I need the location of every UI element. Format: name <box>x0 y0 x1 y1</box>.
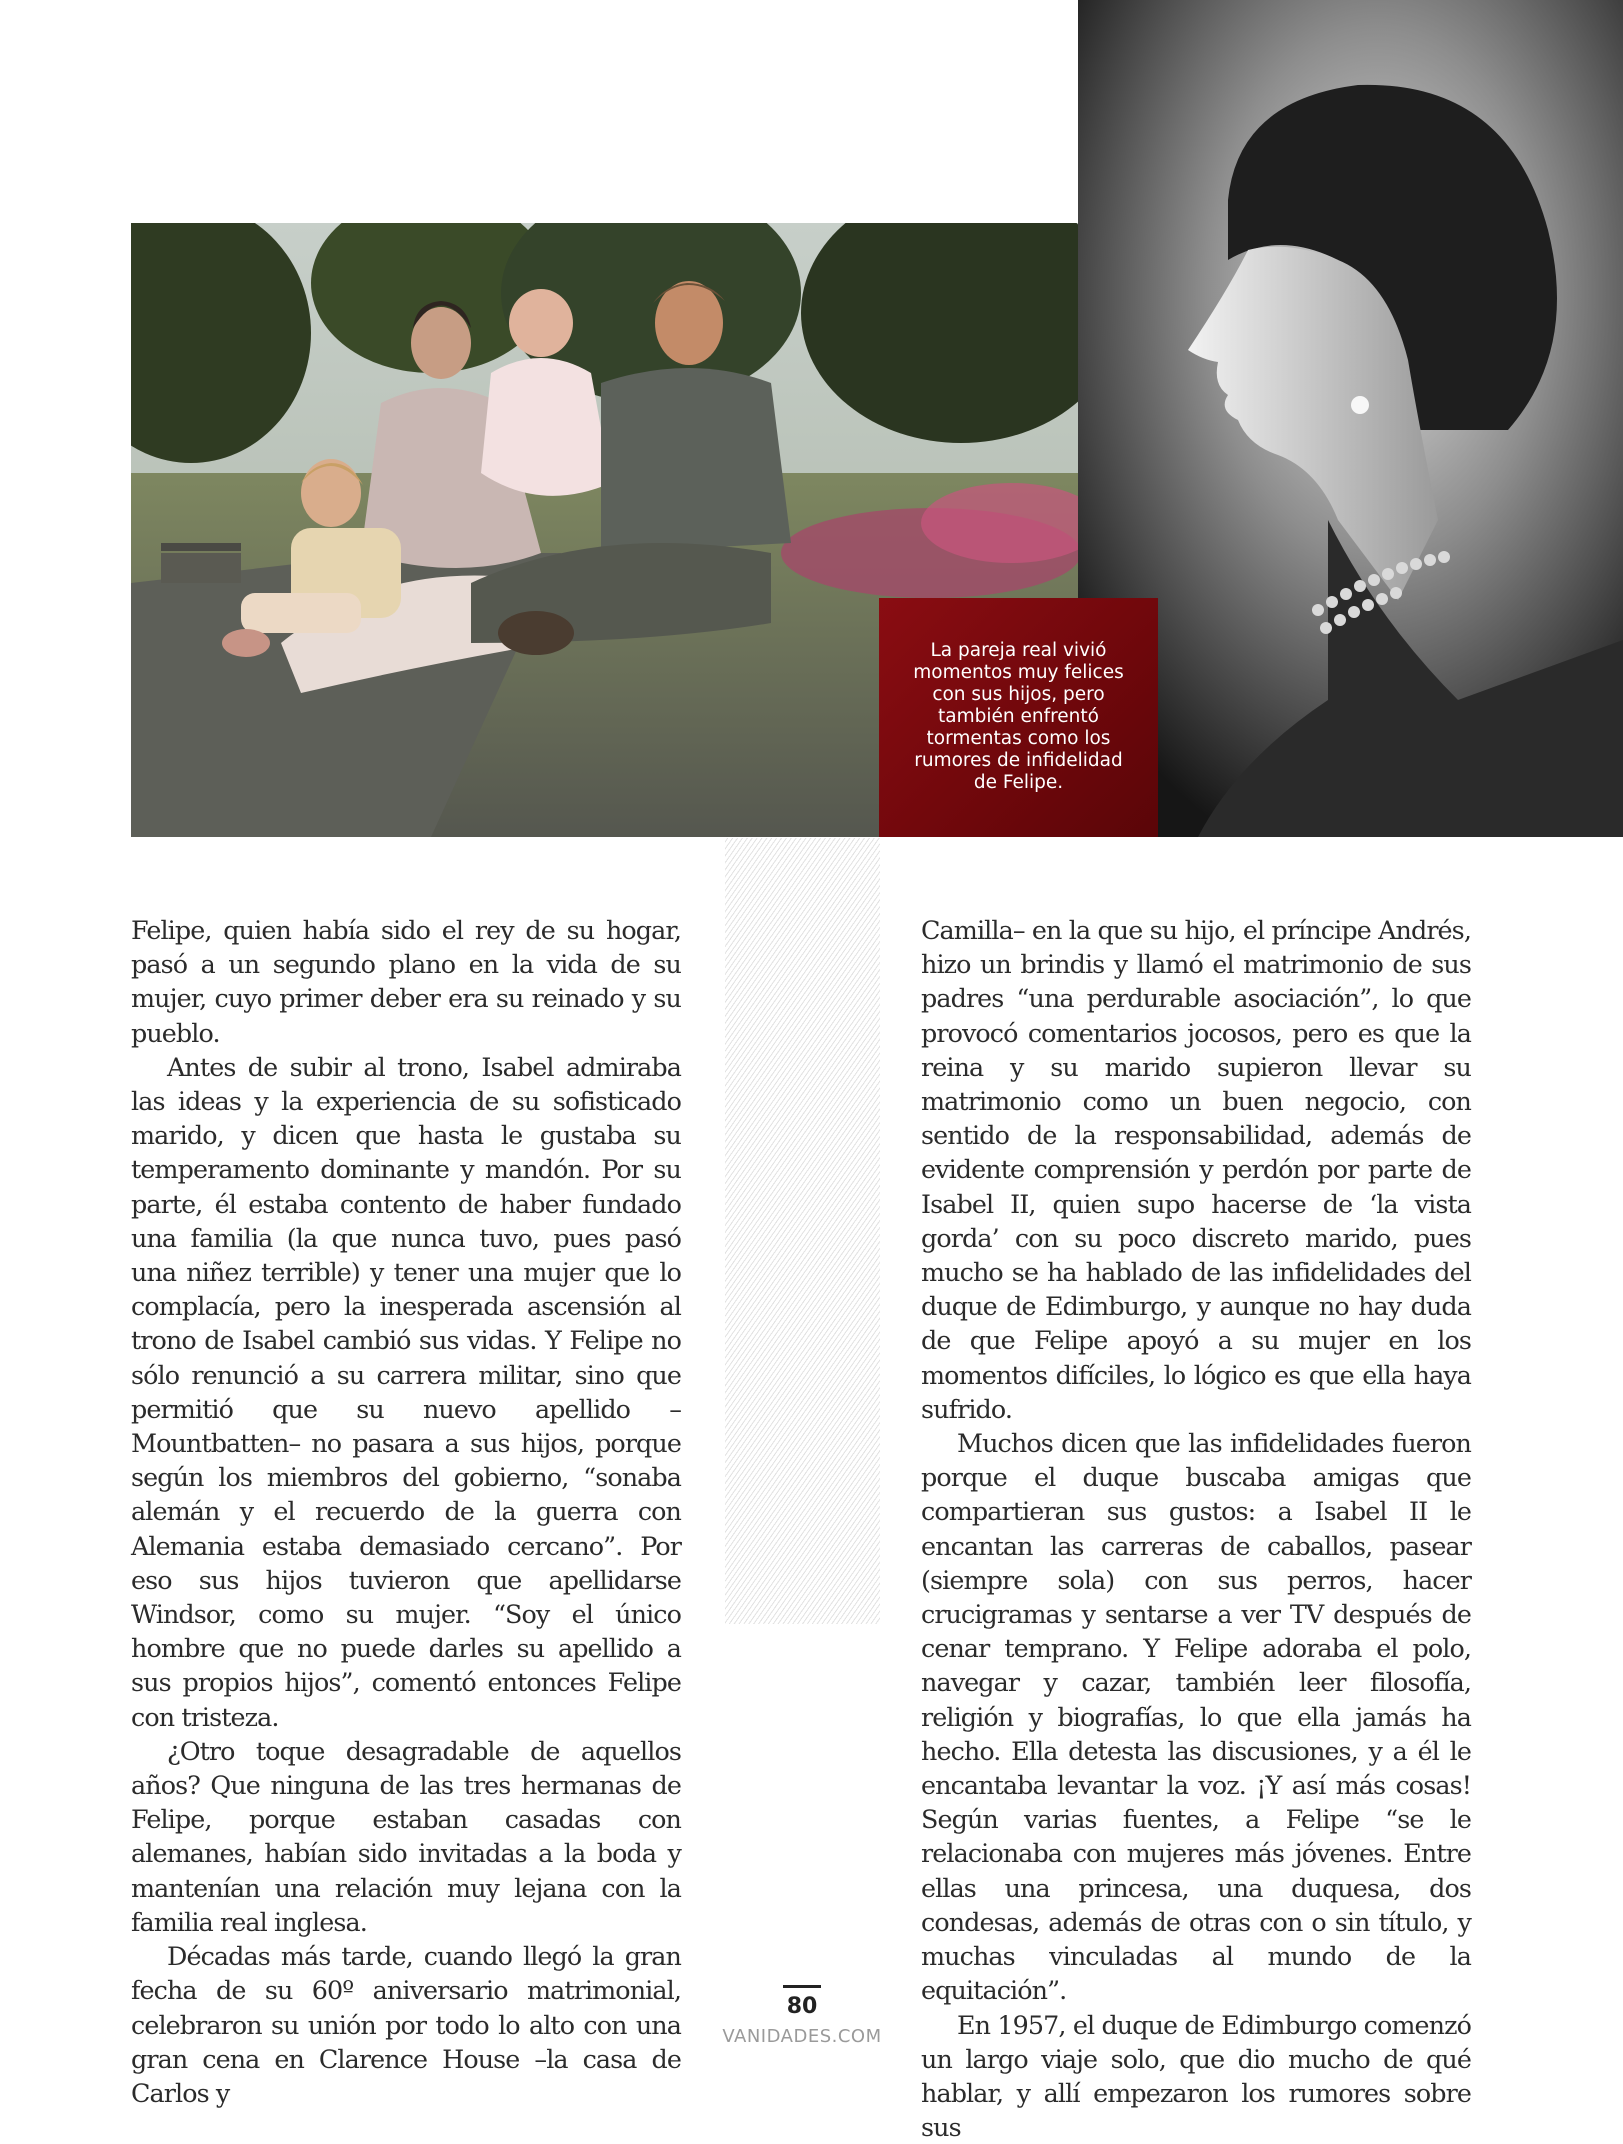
page-number: 80 <box>740 1994 864 2019</box>
paragraph: ¿Otro toque desagradable de aquellos años? Que ninguna de las tres hermanas de Felipe, porque estaban casadas con alemanes, habían sido invitadas a la boda y mantenían una relación muy lejana con la familia real inglesa. <box>131 1734 681 1939</box>
paragraph: Décadas más tarde, cuando llegó la gran fecha de su 60º aniversario matrimonial, celebraron su unión por todo lo alto con una gran cena en Clarence House –la casa de Carlos y <box>131 1939 681 2110</box>
paragraph: Felipe, quien había sido el rey de su hogar, pasó a un segundo plano en la vida de su mujer, cuyo primer deber era su reinado y su pueblo. <box>131 913 681 1050</box>
footer-rule <box>783 1985 821 1988</box>
portrait-photo <box>1078 0 1623 837</box>
photo-caption-text: La pareja real vivió momentos muy felices con sus hijos, pero también enfrentó tormentas como los rumores de infidelidad de Felipe. <box>913 640 1124 793</box>
photo-caption <box>879 598 1158 837</box>
paragraph: Antes de subir al trono, Isabel admiraba las ideas y la experiencia de su sofisticado marido, y dicen que hasta le gustaba su temperamento dominante y mandón. Por su parte, él estaba contento de haber fundado una familia (la que nunca tuvo, pues pasó una niñez terrible) y tener una mujer que lo complacía, pero la inesperada ascensión al trono de Isabel cambió sus vidas. Y Felipe no sólo renunció a su carrera militar, sino que permitió que su nuevo apellido –Mountbatten– no pasara a sus hijos, porque según los miembros del gobierno, “sonaba alemán y el recuerdo de la guerra con Alemania estaba demasiado cercano”. Por eso sus hijos tuvieron que apellidarse Windsor, como su mujer. “Soy el único hombre que no puede darles su apellido a sus propios hijos”, comentó entonces Felipe con tristeza. <box>131 1050 681 1734</box>
article-column-right <box>921 913 1471 2144</box>
decorative-hatch-divider <box>725 838 880 1624</box>
portrait-photo-icon <box>1078 0 1623 837</box>
article-column-left <box>131 913 681 2110</box>
site-url: VANIDADES.COM <box>640 2026 964 2047</box>
paragraph: En 1957, el duque de Edimburgo comenzó un largo viaje solo, que dio mucho de qué hablar, y allí empezaron los rumores sobre sus <box>921 2008 1471 2144</box>
paragraph: Camilla– en la que su hijo, el príncipe Andrés, hizo un brindis y llamó el matrimonio de sus padres “una perdurable asociación”, lo que provocó comentarios jocosos, pero es que la reina y su marido supieron llevar su matrimonio como un buen negocio, con sentido de la responsabilidad, además de evidente comprensión y perdón por parte de Isabel II, quien supo hacerse de ‘la vista gorda’ con su poco discreto marido, pues mucho se ha hablado de las infidelidades del duque de Edimburgo, y aunque no hay duda de que Felipe apoyó a su mujer en los momentos difíciles, lo lógico es que ella haya sufrido. <box>921 913 1471 1426</box>
paragraph: Muchos dicen que las infidelidades fueron porque el duque buscaba amigas que compartieran sus gustos: a Isabel II le encantan las carreras de caballos, pasear (siempre sola) con sus perros, hacer crucigramas y sentarse a ver TV después de cenar temprano. Y Felipe adoraba el polo, navegar y cazar, también leer filosofía, religión y biografías, lo que ella jamás ha hecho. Ella detesta las discusiones, y a él le encantaba levantar la voz. ¡Y así más cosas! Según varias fuentes, a Felipe “se le relacionaba con mujeres más jóvenes. Entre ellas una princesa, una duquesa, dos condesas, además de otras con o sin título, y muchas vinculadas al mundo de la equitación”. <box>921 1426 1471 2007</box>
